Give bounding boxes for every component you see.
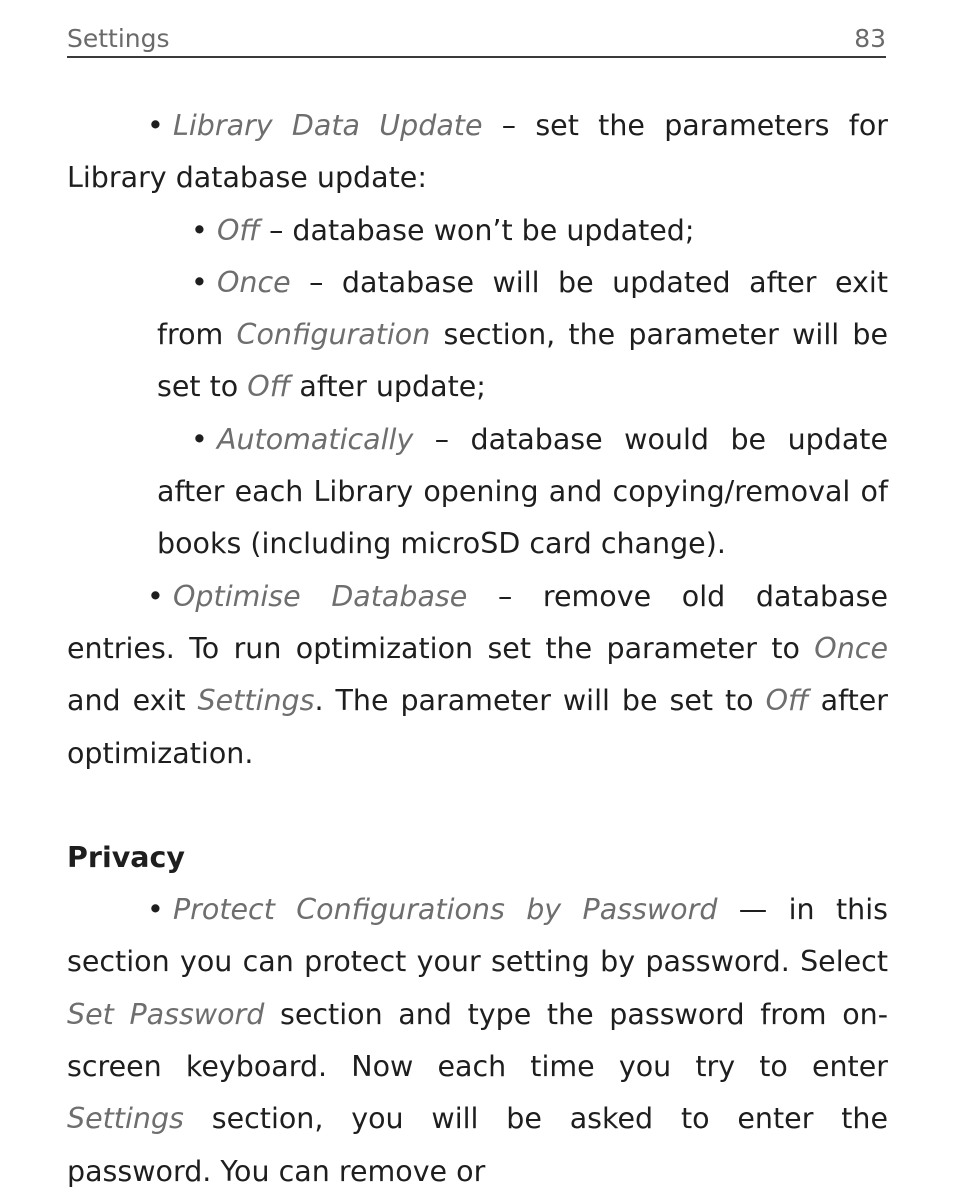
once-description-1: – database will be updated after exit from — [157, 265, 888, 352]
term-configuration: Configuration — [236, 318, 431, 352]
term-protect-configurations: Protect Configurations by Password — [173, 893, 718, 927]
term-off-2: Off — [247, 370, 291, 404]
protect-description-3: section, you will be asked to enter the password. You can remove or — [67, 1102, 888, 1188]
term-once: Once — [217, 265, 291, 299]
bullet: • — [191, 265, 208, 299]
off-description: – database won’t be updated; — [260, 213, 695, 247]
term-once-2: Once — [814, 631, 888, 665]
paragraph-protect-configurations — [67, 884, 888, 1198]
protect-description-2: section and type the password from on-screen keyboard. Now each time you try to enter — [67, 997, 889, 1084]
term-off: Off — [217, 213, 261, 247]
optimise-description-4: after optimization. — [67, 684, 888, 770]
header-section-title: Settings — [67, 24, 170, 53]
page-number: 83 — [854, 24, 886, 53]
paragraph-once — [67, 257, 888, 414]
term-automatically: Automatically — [217, 422, 414, 456]
bullet: • — [147, 579, 164, 613]
library-update-description: – set the parameters for Library database update: — [67, 109, 888, 195]
optimise-description-3: . The parameter will be set to — [314, 684, 766, 718]
term-library-data-update: Library Data Update — [173, 109, 483, 142]
optimise-description-2: and exit — [67, 684, 198, 718]
page-header — [67, 20, 886, 58]
term-optimise-database: Optimise Database — [173, 579, 468, 613]
term-off-3: Off — [765, 684, 809, 718]
paragraph-off — [67, 205, 888, 257]
once-description-3: after update; — [290, 370, 486, 404]
bullet: • — [191, 422, 208, 456]
automatically-description: – database would be update after each Library opening and copying/removal of books (including microSD card change). — [157, 422, 888, 561]
protect-description-1: — in this section you can protect your setting by password. Select — [67, 893, 888, 979]
bullet: • — [191, 213, 208, 247]
once-description-2: section, the parameter will be set to — [157, 318, 888, 404]
privacy-heading: Privacy — [67, 840, 185, 874]
paragraph-optimise-database — [67, 571, 888, 780]
bullet: • — [147, 109, 164, 142]
term-settings-2: Settings — [67, 1102, 184, 1136]
page-body — [67, 100, 888, 1198]
bullet: • — [147, 893, 164, 927]
term-settings: Settings — [197, 684, 315, 718]
paragraph-automatically — [67, 414, 888, 571]
optimise-description-1: – remove old database entries. To run optimization set the parameter to — [67, 579, 888, 665]
term-set-password: Set Password — [67, 997, 265, 1031]
paragraph-library-data-update — [67, 100, 888, 205]
